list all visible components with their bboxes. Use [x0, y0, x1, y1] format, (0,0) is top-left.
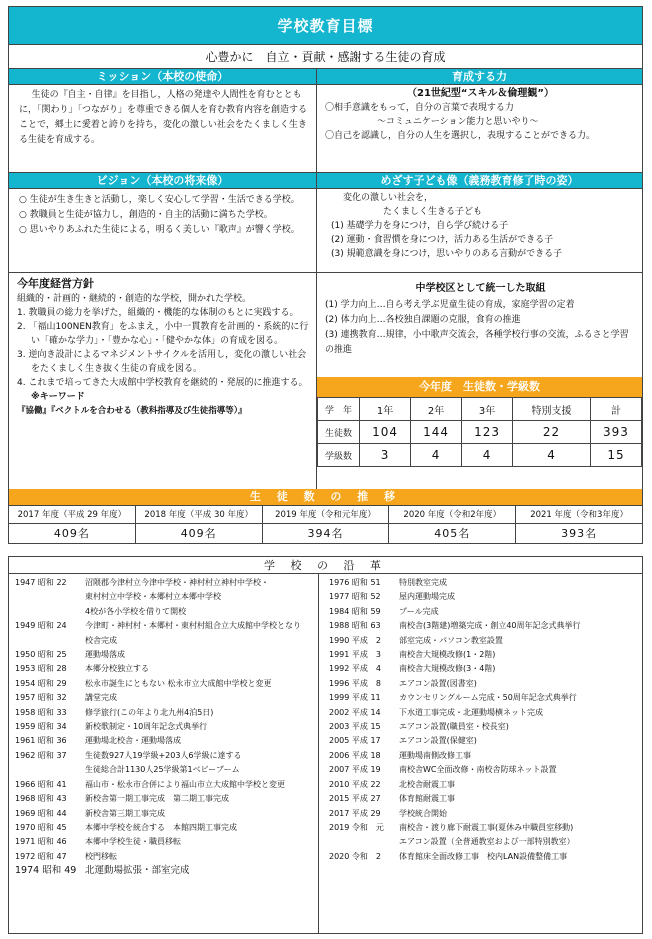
history-entry	[15, 720, 318, 734]
history-event: 北運動場拡張・部室完成	[85, 865, 190, 877]
trend-year: 2019 年度（令和元年度）	[263, 506, 389, 524]
history-entry	[329, 619, 642, 633]
history-entry	[329, 749, 642, 763]
history-entry	[329, 792, 642, 806]
history-date: 1999 平成 11	[329, 693, 381, 703]
class-count: 4	[462, 444, 513, 467]
history-event: 本郷中学校を統合する 本館四期工事完成	[85, 822, 237, 832]
history-entry	[329, 677, 642, 691]
aim-item: (2) 運動・食習慣を身につけ，活力ある生活ができる子	[331, 235, 554, 245]
policy-keyword-label: ※キーワード	[31, 392, 85, 402]
history-date	[15, 634, 85, 648]
aim-lead: 変化の激しい社会を，	[343, 193, 434, 203]
history-date: 2010 平成 22	[329, 779, 381, 789]
history-event: 学校統合開始	[399, 808, 447, 818]
unified-item: (3) 連携教育…規律，小中歌声交流会，各種学校行事の交流，ふるさと学習の推進	[325, 330, 629, 355]
trend-value: 405名	[434, 527, 471, 540]
aim-section	[316, 173, 642, 273]
school-history-panel	[8, 556, 643, 934]
history-date: 2006 平成 18	[329, 750, 381, 760]
history-event: 運動場落成	[85, 650, 125, 660]
history-date: 1957 昭和 32	[15, 693, 67, 703]
trend-year: 2017 年度（平成 29 年度）	[9, 506, 135, 524]
history-entry	[329, 720, 642, 734]
school-motto: 心豊かに 自立・貢献・感謝する生徒の育成	[9, 45, 642, 69]
history-entry	[15, 835, 318, 849]
history-event: 新校歌制定・10周年記念式典挙行	[85, 722, 208, 732]
aim-item: (3) 規範意識を身につけ，思いやりのある言動ができる子	[331, 249, 563, 259]
history-event: 南校舎WC全面改修・南校舎防球ネット設置	[399, 765, 557, 775]
history-entry	[15, 763, 318, 777]
history-entry	[329, 763, 642, 777]
history-entry	[15, 662, 318, 676]
history-entry	[15, 691, 318, 705]
table-row	[318, 421, 642, 444]
column-header: 学 年	[318, 398, 360, 421]
policy-keyword: 『協働』『ベクトルを合わせる（教科指導及び生徒指導等）』	[17, 406, 247, 416]
history-event: 修学旅行(この年より北九州4泊5日)	[85, 707, 214, 717]
history-date: 1961 昭和 36	[15, 736, 67, 746]
history-date	[15, 590, 85, 604]
history-entry	[15, 850, 318, 864]
history-date	[15, 763, 85, 777]
history-entry	[329, 590, 642, 604]
history-entry	[329, 835, 642, 849]
vision-section	[9, 173, 316, 273]
history-event: 南校舎大規模改修(3・4階)	[399, 664, 496, 674]
trend-year: 2018 年度（平成 30 年度）	[136, 506, 262, 524]
student-trend-table	[9, 505, 642, 543]
history-entry	[329, 605, 642, 619]
policy-item: 4. これまで培ってきた大成館中学校教育を継続的・発展的に推進する。	[17, 378, 308, 388]
history-event: 南校舎・渡り廊下耐震工事(夏休み中職員室移動)	[399, 822, 574, 832]
history-date	[329, 835, 399, 849]
history-entry	[15, 749, 318, 763]
history-event: 生徒数927人19学級+203人6学級に達する	[85, 750, 242, 760]
history-entry	[15, 677, 318, 691]
row-label: 生徒数	[318, 421, 360, 444]
row-label: 学級数	[318, 444, 360, 467]
history-date: 1988 昭和 63	[329, 621, 381, 631]
history-entry	[329, 807, 642, 821]
history-date: 1954 昭和 29	[15, 678, 67, 688]
table-row	[318, 444, 642, 467]
develop-line: 〇自己を認識し，自分の人生を選択し，表現することができる力。	[325, 131, 596, 141]
history-entry	[15, 734, 318, 748]
history-entry	[329, 634, 642, 648]
history-date: 1968 昭和 43	[15, 794, 67, 804]
column-header: 2年	[411, 398, 462, 421]
history-date: 2005 平成 17	[329, 736, 381, 746]
history-event: 南校舎大規模改修(1・2階)	[399, 650, 496, 660]
policy-title: 今年度経営方針	[17, 277, 94, 290]
develop-line: 〜コミュニケーション能力と思いやり〜	[377, 117, 539, 127]
class-count: 15	[590, 444, 641, 467]
history-date: 1991 平成 3	[329, 650, 381, 660]
policy-item: 3. 逆向き設計によるマネジメントサイクルを活用し，変化の激しい社会をたくましく生き抜く生徒の育成を図る。	[17, 350, 307, 374]
mission-header: ミッション（本校の使命）	[9, 69, 316, 85]
history-title: 学 校 の 沿 革	[9, 557, 642, 574]
history-date: 2007 平成 19	[329, 765, 381, 775]
vision-item: ○ 思いやりあふれた生徒による，明るく美しい『歌声』が響く学校。	[19, 225, 300, 235]
history-event: エアコン設置(保健室)	[399, 736, 477, 746]
history-entry	[15, 590, 318, 604]
develop-section	[316, 69, 642, 173]
history-event: プール完成	[399, 606, 439, 616]
student-count: 144	[411, 421, 462, 444]
history-event: カウンセリングルーム完成・50周年記念式典挙行	[399, 693, 577, 703]
history-event: 東村村立中学校・本郷村立本郷中学校	[85, 592, 221, 602]
history-event: 今津町・神村村・本郷村・東村村組合立大成館中学校となり	[85, 621, 301, 631]
history-event: 沼隈郡今津村立今津中学校・神村村立神村中学校・	[85, 578, 269, 587]
trend-value: 409名	[53, 527, 90, 540]
history-event: 新校舎第三期工事完成	[85, 808, 165, 818]
history-event: 新校舎第一期工事完成 第二期工事完成	[85, 794, 229, 804]
vision-item: ○ 教職員と生徒が協力し，創造的・自主的活動に満ちた学校。	[19, 210, 273, 220]
trend-value: 409名	[180, 527, 217, 540]
history-event: 屋内運動場完成	[399, 592, 455, 602]
history-event: 福山市・松永市合併により福山市立大成館中学校と変更	[85, 779, 285, 789]
unified-item: (1) 学力向上…自ら考え学ぶ児童生徒の育成，家庭学習の定着	[325, 300, 575, 310]
history-event: 本郷中学校生徒・職員移転	[85, 837, 181, 847]
column-header: 計	[590, 398, 641, 421]
history-entry	[329, 734, 642, 748]
student-count: 22	[513, 421, 591, 444]
unified-title: 中学校区として統一した取組	[415, 283, 546, 294]
history-date: 1949 昭和 24	[15, 621, 67, 631]
history-event: 運動場北校舎・運動場落成	[85, 736, 181, 746]
history-event: 本郷分校独立する	[85, 664, 149, 674]
history-date: 2020 令和 2	[329, 851, 381, 861]
column-header: 1年	[360, 398, 411, 421]
history-date: 1953 昭和 28	[15, 664, 67, 674]
unified-section	[316, 273, 642, 377]
history-date: 1950 昭和 25	[15, 650, 67, 660]
history-event: 体育館床全面改修工事 校内LAN設備整備工事	[399, 851, 568, 861]
history-event: 体育館耐震工事	[399, 794, 455, 804]
history-date: 1966 昭和 41	[15, 779, 67, 789]
history-date: 1969 昭和 44	[15, 808, 67, 818]
history-date: 1974 昭和 49	[15, 865, 77, 877]
history-date: 1996 平成 8	[329, 678, 381, 688]
table-row	[318, 398, 642, 421]
history-entry	[329, 706, 642, 720]
history-event: 4校が各小学校を借りて開校	[85, 606, 187, 616]
history-entry	[329, 850, 642, 864]
education-goals-panel	[8, 6, 643, 544]
history-entry	[15, 605, 318, 619]
history-event: 生徒総合計1130人25学級第1ベビーブーム	[85, 765, 240, 775]
unified-item: (2) 体力向上…各校独自課題の克服，食育の推進	[325, 315, 521, 325]
student-count: 123	[462, 421, 513, 444]
history-entry	[329, 691, 642, 705]
history-entry	[15, 778, 318, 792]
aim-header: めざす子ども像（義務教育修了時の姿）	[317, 173, 642, 189]
history-event: エアコン設置（全普通教室および一部特別教室）	[399, 837, 575, 847]
history-entry	[15, 792, 318, 806]
history-date: 1971 昭和 46	[15, 837, 67, 847]
vision-header: ビジョン（本校の将来像）	[9, 173, 316, 189]
history-date	[15, 605, 85, 619]
trend-value: 393名	[561, 527, 598, 540]
student-count-section	[316, 377, 642, 489]
history-date: 1959 昭和 34	[15, 722, 67, 732]
trend-year: 2021 年度（令和3年度）	[516, 506, 642, 524]
trend-value: 394名	[307, 527, 344, 540]
history-entry	[329, 662, 642, 676]
history-date: 1972 昭和 47	[15, 851, 67, 861]
policy-intro: 組織的・計画的・継続的・創造的な学校，開かれた学校。	[17, 294, 252, 304]
vision-item: ○ 生徒が生き生きと活動し，楽しく安心して学習・生活できる学校。	[19, 195, 300, 205]
history-entry	[15, 821, 318, 835]
history-entry	[15, 648, 318, 662]
policy-section	[9, 273, 316, 489]
history-date: 1992 平成 4	[329, 664, 381, 674]
develop-header: 育成する力	[317, 69, 642, 85]
history-date: 1970 昭和 45	[15, 822, 67, 832]
history-event: 北校舎耐震工事	[399, 779, 455, 789]
history-entry	[15, 864, 318, 878]
history-date: 2019 令和 元	[329, 822, 384, 832]
history-entry	[329, 648, 642, 662]
column-header: 3年	[462, 398, 513, 421]
history-event: エアコン設置(職員室・校長室)	[399, 722, 509, 732]
trend-header: 生 徒 数 の 推 移	[9, 489, 642, 505]
history-event: 運動場南側改修工事	[399, 750, 471, 760]
history-date: 1962 昭和 37	[15, 750, 67, 760]
aim-lead: たくましく生きる子ども	[383, 207, 483, 217]
trend-year: 2020 年度（令和2年度）	[389, 506, 515, 524]
class-count: 4	[513, 444, 591, 467]
history-date: 1976 昭和 51	[329, 578, 381, 587]
history-entry	[15, 807, 318, 821]
student-count: 393	[590, 421, 641, 444]
history-date: 2002 平成 14	[329, 707, 381, 717]
mission-text: 生徒の『自主・自律』を目指し，人格の発達や人間性を育むとともに，「関わり」「つながり」を尊重できる個人を育む教育内容を創造することで，郷土に愛着と誇りを持ち，変化の激しい社会をたくましく生きる生徒を育成する。	[19, 90, 308, 145]
history-entry	[15, 576, 318, 590]
history-entry	[329, 576, 642, 590]
history-date: 2017 平成 29	[329, 808, 381, 818]
history-date: 1958 昭和 33	[15, 707, 67, 717]
mission-section	[9, 69, 316, 173]
history-date: 2003 平成 15	[329, 722, 381, 732]
aim-item: (1) 基礎学力を身につけ，自ら学び続ける子	[331, 221, 509, 231]
history-entry	[329, 821, 642, 835]
history-event: 部室完成・パソコン教室設置	[399, 635, 503, 645]
class-count: 3	[360, 444, 411, 467]
history-event: エアコン設置(図書室)	[399, 678, 477, 688]
class-count: 4	[411, 444, 462, 467]
column-header: 特別支援	[513, 398, 591, 421]
history-date: 1947 昭和 22	[15, 578, 67, 587]
history-entry	[15, 634, 318, 648]
history-event: 講堂完成	[85, 693, 117, 703]
history-left-column	[9, 574, 319, 933]
history-entry	[15, 706, 318, 720]
history-entry	[15, 619, 318, 633]
history-event: 南校舎(3階建)増築完成・創立40周年記念式典挙行	[399, 621, 581, 631]
develop-subtitle: （21世紀型“スキル＆倫理観”）	[407, 88, 554, 99]
history-right-column	[319, 574, 642, 933]
history-entry	[329, 778, 642, 792]
student-count: 104	[360, 421, 411, 444]
history-event: 下水道工事完成・北運動場横ネット完成	[399, 707, 543, 717]
policy-item: 1. 教職員の総力を挙げた，組織的・機能的な体制のもとに実践する。	[17, 308, 299, 318]
history-event: 松永市誕生にともない 松永市立大成館中学校と変更	[85, 678, 272, 688]
history-event: 校門移転	[85, 851, 117, 861]
count-table	[317, 397, 642, 467]
history-date: 1977 昭和 52	[329, 592, 381, 602]
history-event: 校舎完成	[85, 635, 117, 645]
history-date: 1984 昭和 59	[329, 606, 381, 616]
history-event: 特別教室完成	[399, 578, 447, 587]
page-title: 学校教育目標	[9, 7, 642, 45]
history-date: 1990 平成 2	[329, 635, 381, 645]
history-date: 2015 平成 27	[329, 794, 381, 804]
develop-line: 〇相手意識をもって，自分の言葉で表現する力	[325, 103, 514, 113]
policy-item: 2. 「福山100NEN教育」をふまえ，小中一貫教育を計画的・系統的に行い「確かな学力」・「豊かな心」・「健やかな体」の育成を図る。	[17, 322, 309, 346]
count-header: 今年度 生徒数・学級数	[317, 377, 642, 397]
